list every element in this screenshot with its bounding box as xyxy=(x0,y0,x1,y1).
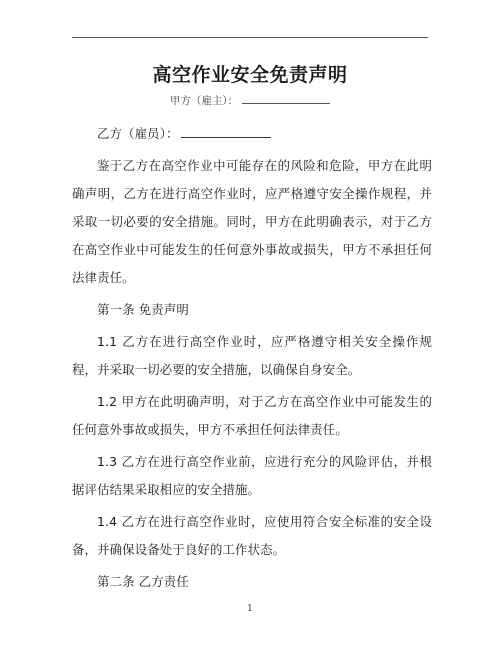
party-b-line xyxy=(72,120,432,148)
clause-1-1: 1.1 乙方在进行高空作业时，应严格遵守相关安全操作规程，并采取一切必要的安全措施，以确保自身安全。 xyxy=(72,334,432,377)
page-number: 1 xyxy=(247,604,253,614)
clause-1-4: 1.4 乙方在进行高空作业时，应使用符合安全标准的安全设备，并确保设备处于良好的工作状态。 xyxy=(72,514,432,557)
article-1-heading: 第一条 免责声明 xyxy=(97,302,189,317)
party-a-line xyxy=(0,93,500,108)
header-rule xyxy=(72,37,428,38)
clause-1-2: 1.2 甲方在此明确声明，对于乙方在高空作业中可能发生的任何意外事故或损失，甲方不承担任何法律责任。 xyxy=(72,394,432,437)
document-title: 高空作业安全免责声明 xyxy=(152,64,348,86)
party-b-blank xyxy=(181,125,271,138)
party-b-label: 乙方（雇员）： xyxy=(97,126,179,141)
clause-1-3: 1.3 乙方在进行高空作业前，应进行充分的风险评估，并根据评估结果采取相应的安全措施。 xyxy=(72,454,432,497)
preamble-paragraph: 鉴于乙方在高空作业中可能存在的风险和危险，甲方在此明确声明，乙方在进行高空作业时，应严格遵守安全操作规程，并采取一切必要的安全措施。同时，甲方在此明确表示，对于乙方在高空作业中可能发生的任何意外事故或损失，甲方不承担任何法律责任。 xyxy=(72,158,432,285)
party-a-blank xyxy=(242,93,330,104)
party-a-label: 甲方（雇主）： xyxy=(169,95,239,107)
document-body xyxy=(72,120,432,596)
article-2-heading: 第二条 乙方责任 xyxy=(97,574,189,589)
